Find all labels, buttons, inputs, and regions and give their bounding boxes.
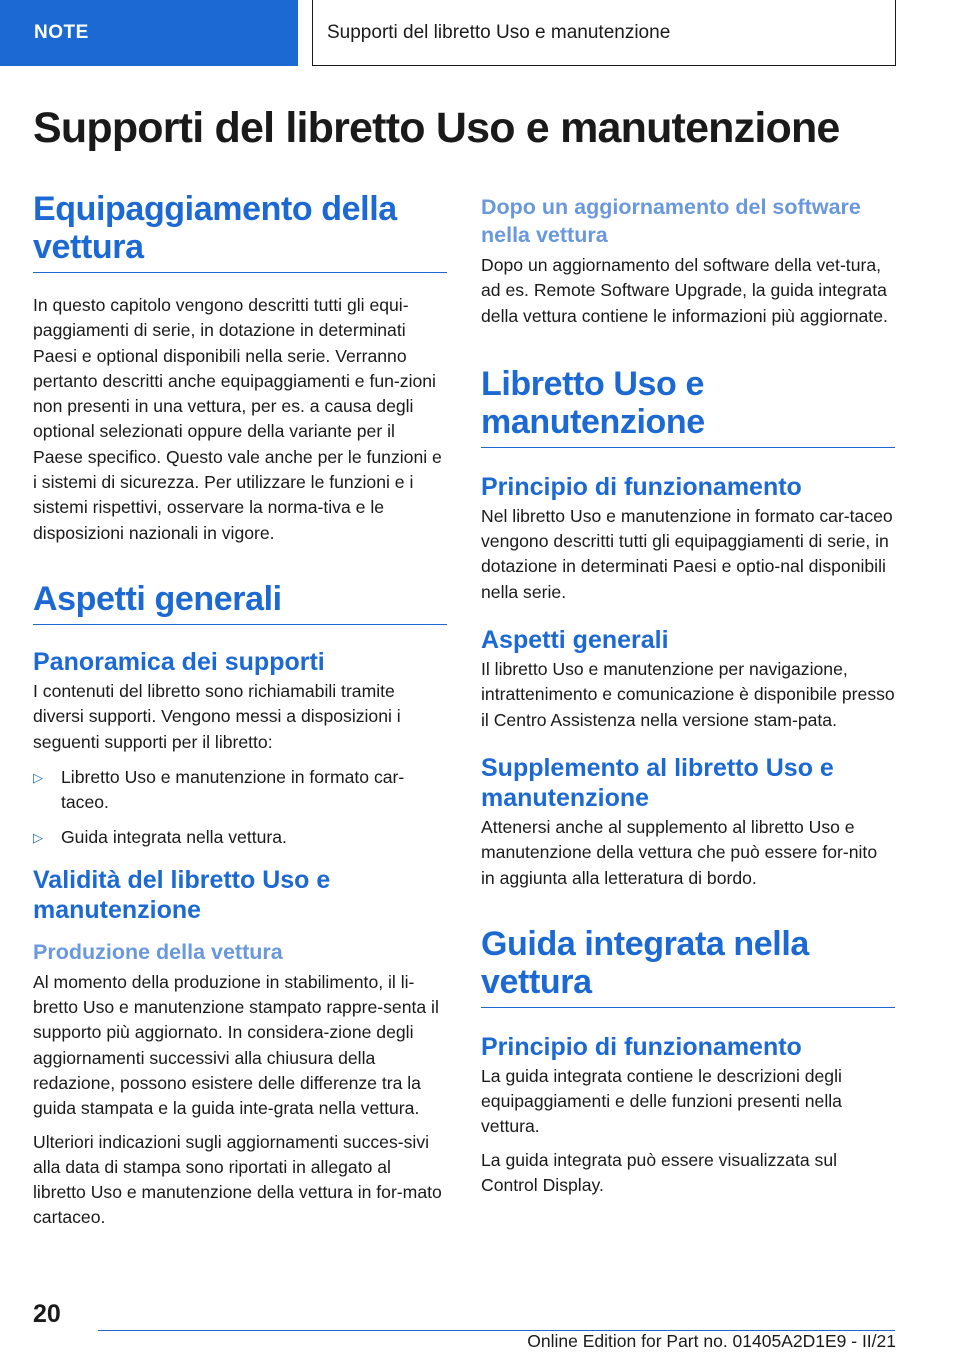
list-item — [33, 765, 447, 816]
list-item-text: Libretto Uso e manutenzione in formato car-taceo. — [61, 766, 405, 813]
header-section-title — [312, 0, 896, 66]
paragraph-panoramica: I contenuti del libretto sono richiamabili tramite diversi supporti. Vengono messi a disposizioni i seguenti supporti per il libretto: — [33, 680, 401, 752]
right-column — [481, 193, 895, 1206]
list-item-text: Guida integrata nella vettura. — [61, 827, 287, 848]
paragraph-supplemento: Attenersi anche al supplemento al libretto Uso e manutenzione della vettura che può essere for-nito in aggiunta alla letteratura di bordo. — [481, 816, 878, 888]
page-title: Supporti del libretto Uso e manutenzione — [33, 104, 840, 152]
footer-edition-text: Online Edition for Part no. 01405A2D1E9 - II/21 — [527, 1331, 896, 1351]
heading-libretto-uso: Libretto Uso e manutenzione — [481, 365, 895, 448]
header-section-title-text: Supporti del libretto Uso e manutenzione — [327, 21, 671, 43]
triangle-right-outline-icon: ▷ — [33, 769, 43, 785]
page-number: 20 — [33, 1300, 61, 1328]
heading-aspetti-generali-2: Aspetti generali — [481, 626, 669, 655]
header-tab-note — [0, 0, 298, 66]
supporti-list — [33, 765, 447, 851]
heading-aspetti-generali: Aspetti generali — [33, 580, 447, 625]
heading-supplemento: Supplemento al libretto Uso e manutenzione — [481, 753, 834, 812]
heading-panoramica-supporti: Panoramica dei supporti — [33, 647, 325, 676]
left-column — [33, 190, 447, 1239]
heading-principio-funzionamento-1: Principio di funzionamento — [481, 472, 802, 501]
paragraph-equipaggiamento: In questo capitolo vengono descritti tutti gli equi-paggiamenti di serie, in dotazione in determinati Paesi e optional disponibili nella serie. Verranno pertanto descritti anche equipaggiamenti e fun-zioni non presenti in una vettura, per es. a causa degli optional selezionati oppure della variante per il Paese specifico. Questo vale anche per le funzioni e i sistemi di sicurezza. Per utilizzare le funzioni e i sistemi rispettivi, osservare la norma-tiva e le disposizioni nazionali in vigore. — [33, 295, 442, 543]
heading-dopo-aggiornamento: Dopo un aggiornamento del software nella vettura — [481, 195, 861, 247]
heading-produzione-vettura: Produzione della vettura — [33, 939, 283, 964]
triangle-right-outline-icon: ▷ — [33, 830, 43, 846]
heading-principio-funzionamento-2: Principio di funzionamento — [481, 1032, 802, 1061]
paragraph-guida-1: La guida integrata contiene le descrizioni degli equipaggiamenti e delle funzioni presenti nella vettura. — [481, 1065, 842, 1137]
paragraph-produzione-2: Ulteriori indicazioni sugli aggiornamenti succes-sivi alla data di stampa sono riportati in allegato al libretto Uso e manutenzione della vettura in for-mato cartaceo. — [33, 1131, 442, 1228]
list-item — [33, 825, 447, 850]
heading-equipaggiamento: Equipaggiamento della vettura — [33, 190, 447, 273]
heading-validita: Validità del libretto Uso e manutenzione — [33, 865, 331, 924]
paragraph-principio-1: Nel libretto Uso e manutenzione in formato car-taceo vengono descritti tutti gli equipaggiamenti di serie, in dotazione in determinati Paesi e optio-nal disponibili nella serie. — [481, 505, 893, 602]
paragraph-produzione-1: Al momento della produzione in stabilimento, il li-bretto Uso e manutenzione stampato rappre-senta il supporto più aggiornato. In considera-zione degli aggiornamenti successivi alla chiusura della redazione, possono esistere delle differenze tra la guida stampata e la guida inte-grata nella vettura. — [33, 971, 439, 1119]
heading-guida-integrata: Guida integrata nella vettura — [481, 925, 895, 1008]
paragraph-aspetti-generali-2: Il libretto Uso e manutenzione per navigazione, intrattenimento e comunicazione è disponibile presso il Centro Assistenza nella versione stam-pata. — [481, 659, 895, 730]
paragraph-guida-2: La guida integrata può essere visualizzata sul Control Display. — [481, 1149, 838, 1196]
header-tab-label: NOTE — [34, 22, 89, 43]
paragraph-dopo-aggiornamento: Dopo un aggiornamento del software della vet-tura, ad es. Remote Software Upgrade, la guida integrata della vettura contiene le informazioni più aggiornate. — [481, 255, 888, 326]
